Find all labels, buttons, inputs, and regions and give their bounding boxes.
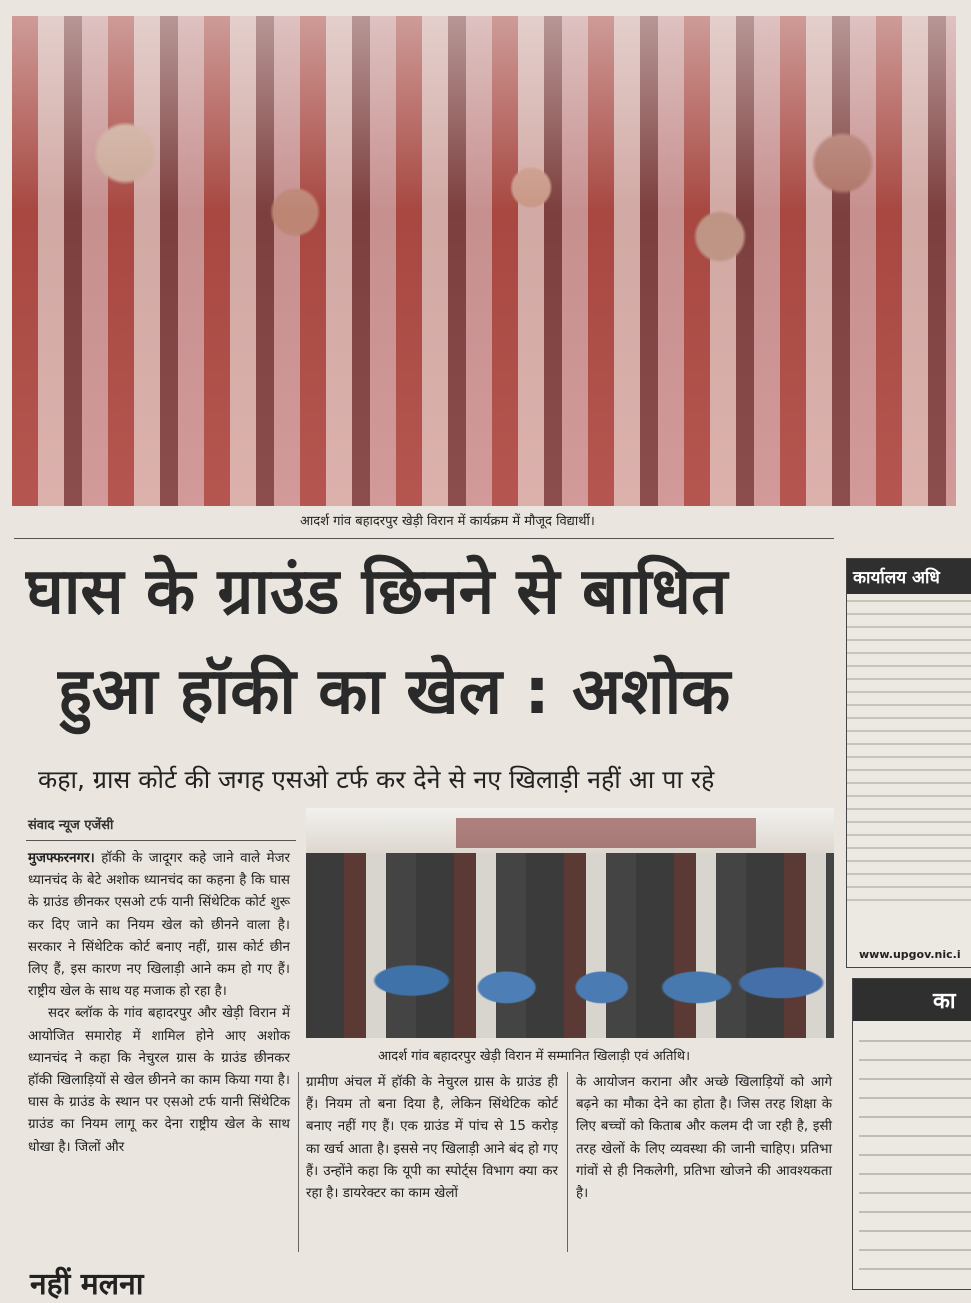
byline-rule <box>26 840 296 841</box>
subheadline: कहा, ग्रास कोर्ट की जगह एसओ टर्फ कर देने से नए खिलाड़ी नहीं आ पा रहे <box>38 765 715 794</box>
paragraph-3: ग्रामीण अंचल में हॉकी के नेचुरल ग्रास के ग्राउंड ही हैं। नियम तो बना दिया है, लेकिन सिंथेटिक कोर्ट बनाए नहीं गए हैं। एक ग्राउंड में पांच से 15 करोड़ का खर्च आता है। इससे नए खिलाड़ी आने बंद हो गए हैं। उन्होंने कहा कि यूपी का स्पोर्ट्स विभाग क्या कर रहा है। डायरेक्टर का काम खेलों <box>306 1075 558 1202</box>
next-article-headline-partial: नहीं मलना <box>30 1267 144 1302</box>
article-column-2 <box>306 1072 558 1205</box>
sidebar-notice-box-2 <box>852 978 971 1290</box>
sidebar-notice-text <box>847 594 971 906</box>
column-divider-2 <box>567 1072 568 1252</box>
column-divider-1 <box>298 1072 299 1252</box>
sidebar-notice-text-2 <box>859 1031 971 1271</box>
headline-line-2: हुआ हॉकी का खेल : अशोक <box>58 655 731 729</box>
top-photo-caption: आदर्श गांव बहादरपुर खेड़ी विरान में कार्यक्रम में मौजूद विद्यार्थी। <box>300 514 595 529</box>
sidebar-notice-heading: कार्यालय अधि <box>847 559 971 594</box>
students-crowd-photo <box>12 16 956 506</box>
honored-players-photo <box>306 808 834 1038</box>
paragraph-1: हॉकी के जादूगर कहे जाने वाले मेजर ध्यानचंद के बेटे अशोक ध्यानचंद का कहना है कि घास के ग्राउंड छीनकर एसओ टर्फ यानी सिंथेटिक कोर्ट शुरू कर दिए जाने का नियम खेल को छीनने वाला है। सरकार ने सिंथेटिक कोर्ट बनाए नहीं, ग्रास कोर्ट छीन लिए हैं, इस कारण नए खिलाड़ी आने कम हो गए हैं। राष्ट्रीय खेल के साथ यह मजाक हो रहा है। <box>28 851 290 1000</box>
sidebar-notice-url: www.upgov.nic.i <box>859 948 961 961</box>
byline: संवाद न्यूज एजेंसी <box>28 818 114 833</box>
caption-divider <box>14 538 834 539</box>
headline-line-1: घास के ग्राउंड छिनने से बाधित <box>26 555 728 629</box>
paragraph-4: के आयोजन कराना और अच्छे खिलाड़ियों को आगे बढ़ने का मौका देने का होता है। जिस तरह शिक्षा के लिए बच्चों को किताब और कलम दी जा रही है, इसी तरह खेलों के लिए व्यवस्था की जानी चाहिए। प्रतिभा गांवों से ही निकलेगी, प्रतिभा खोजने की आवश्यकता है। <box>576 1075 832 1202</box>
sidebar-notice-box <box>846 558 971 968</box>
paragraph-2: सदर ब्लॉक के गांव बहादरपुर और खेड़ी विरान में आयोजित समारोह में शामिल होने आए अशोक ध्यानचंद ने कहा कि नेचुरल ग्रास के ग्राउंड छीनकर हॉकी खिलाड़ियों से खेल छीनने का काम किया गया है। घास के ग्राउंड के स्थान पर एसओ टर्फ यानी सिंथेटिक ग्राउंड का नियम लागू कर देना राष्ट्रीय खेल के साथ धोखा है। जिलों और <box>28 1006 290 1155</box>
sidebar-notice-heading-2: का <box>853 979 971 1021</box>
article-column-1 <box>28 848 290 1159</box>
dateline: मुजफ्फरनगर। <box>28 851 95 866</box>
article-column-3 <box>576 1072 832 1205</box>
players-photo-caption: आदर्श गांव बहादरपुर खेड़ी विरान में सम्मानित खिलाड़ी एवं अतिथि। <box>378 1049 691 1064</box>
